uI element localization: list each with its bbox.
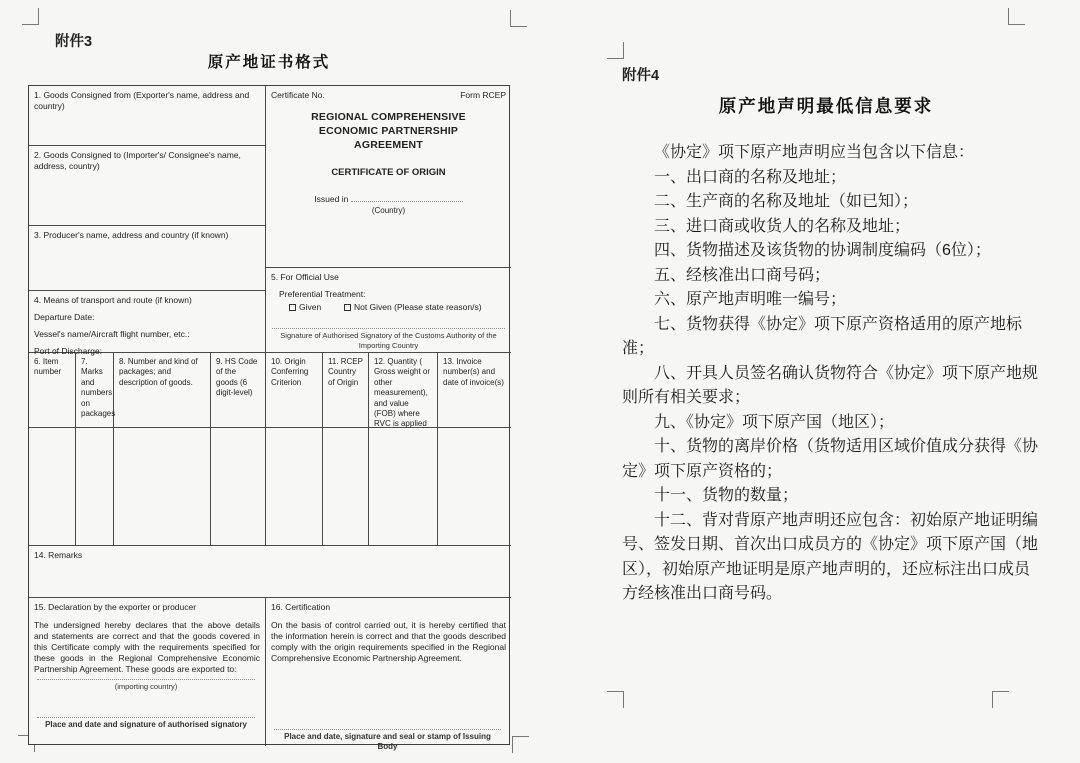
field-producer-name: [29, 226, 266, 291]
issued-in-label: Issued in: [314, 193, 349, 204]
issuing-body-dotted-line: [274, 728, 501, 730]
table-empty-cell: [323, 428, 369, 546]
field-for-official-use: [266, 268, 511, 353]
col-label: 9. HS Code of the goods (6 digit-level): [216, 357, 258, 398]
col-label: 13. Invoice number(s) and date of invoice(s): [443, 357, 504, 387]
crop-mark-icon: [512, 736, 529, 753]
crop-mark-icon: [510, 10, 527, 27]
table-empty-cell: [211, 428, 266, 546]
certificate-no-label: Certificate No.: [271, 90, 325, 100]
requirement-item: 九、《协定》项下原产国（地区）；: [654, 413, 895, 431]
field-goods-consigned-to: [29, 146, 266, 226]
field-label: 4. Means of transport and route (if known): [34, 295, 192, 305]
field-remarks: [29, 546, 511, 598]
declaration-requirements-title: 原产地声明最低信息要求: [718, 96, 934, 116]
issuing-body-caption: Place and date, signature and seal or stamp of Issuing Body: [284, 732, 491, 752]
col-label: 8. Number and kind of packages; and description of goods.: [119, 357, 198, 387]
field-means-of-transport: [29, 291, 266, 357]
col-quantity-value: [369, 353, 438, 428]
col-rcep-country: [323, 353, 369, 428]
table-empty-cell: [114, 428, 211, 546]
requirement-item: 十、货物的离岸价格（货物适用区域价值成分获得《协定》项下原产资格的；: [622, 438, 1039, 480]
issued-in-line: [271, 194, 506, 205]
requirement-item: 二、生产商的名称及地址（如已知）；: [654, 193, 919, 210]
crop-mark-icon: [607, 42, 624, 59]
field-certification: [266, 598, 511, 752]
table-empty-cell: [76, 428, 114, 546]
issued-in-blank: [351, 201, 463, 202]
field-goods-consigned-from: [29, 86, 266, 146]
signatory-caption: Place and date and signature of authorised signatory: [45, 720, 247, 729]
declaration-requirements-body: [622, 141, 1043, 607]
crop-mark-icon: [22, 8, 39, 25]
given-checkbox: [289, 304, 296, 311]
col-invoice: [438, 353, 511, 428]
col-origin-criterion: [266, 353, 323, 428]
crop-mark-icon: [1008, 8, 1025, 25]
field-declaration: [29, 598, 266, 746]
requirement-item: 四、货物描述及该货物的协调制度编码（6位）；: [654, 242, 991, 259]
col-item-number: [29, 353, 76, 428]
crop-mark-icon: [992, 691, 1009, 708]
field-label: 3. Producer's name, address and country (if known): [34, 230, 229, 240]
col-packages-description: [114, 353, 211, 428]
preferential-options: [289, 302, 506, 313]
requirement-item: 五、经核准出口商号码；: [654, 266, 831, 284]
table-empty-cell: [438, 428, 511, 546]
certificate-form-title: 原产地证书格式: [207, 54, 331, 71]
field-label: 15. Declaration by the exporter or producer: [34, 602, 197, 612]
requirement-item: 一、出口商的名称及地址；: [654, 168, 847, 186]
col-label: 6. Item number: [34, 357, 62, 377]
certificate-of-origin-heading: CERTIFICATE OF ORIGIN: [331, 166, 446, 178]
certificate-header-block: [266, 86, 511, 268]
given-label: Given: [299, 302, 322, 313]
col-label: 11. RCEP Country of Origin: [328, 357, 363, 387]
importing-country-caption: (importing country): [114, 682, 178, 691]
declaration-body: The undersigned hereby declares that the above details and statements are correct and that the goods covered in this Certificate comply with the requirements specified for these goods in the Regional Comprehensive Economic Partnership Agreement. These goods are exported to:: [34, 620, 260, 675]
col-label: 10. Origin Conferring Criterion: [271, 357, 309, 387]
table-empty-cell: [29, 428, 76, 546]
not-given-label: Not Given (Please state reason/s): [353, 302, 482, 313]
intro-paragraph: 《协定》项下原产地声明应当包含以下信息：: [654, 144, 975, 161]
col-hs-code: [211, 353, 266, 428]
not-given-checkbox: [344, 304, 351, 311]
field-label: 2. Goods Consigned to (Importer's/ Consignee's name, address, country): [34, 150, 241, 172]
vessel-name-label: Vessel's name/Aircraft flight number, etc.:: [34, 329, 190, 340]
requirement-item: 八、开具人员签名确认货物符合《协定》项下原产地规则所有相关要求；: [622, 364, 1039, 406]
table-empty-cell: [369, 428, 438, 546]
attachment-4-label: 附件4: [622, 68, 660, 84]
field-label: 14. Remarks: [34, 550, 83, 560]
country-hint: (Country): [371, 205, 406, 215]
form-rcep-label: Form RCEP: [460, 90, 506, 100]
requirement-item: 十一、货物的数量；: [654, 487, 799, 504]
port-of-discharge-label: Port of Discharge:: [34, 346, 103, 357]
field-label: 5. For Official Use: [271, 272, 339, 282]
agreement-title: REGIONAL COMPREHENSIVE ECONOMIC PARTNERSHIP AGREEMENT: [311, 111, 466, 152]
col-marks-numbers: [76, 353, 114, 428]
preferential-treatment-label: Preferential Treatment:: [279, 289, 366, 300]
requirement-item: 三、进口商或收货人的名称及地址；: [654, 217, 911, 235]
certification-body: On the basis of control carried out, it is hereby certified that the information herein is correct and that the goods described comply with the origin requirements specified in the Regional Comprehensive Economic Partnership Agreement.: [271, 620, 506, 664]
signature-dotted-line: [272, 327, 505, 329]
field-label: 1. Goods Consigned from (Exporter's name, address and country): [34, 90, 250, 112]
signatory-dotted-line: [37, 716, 255, 718]
col-label: 7. Marks and numbers on packages: [81, 357, 116, 418]
requirement-item: 十二、背对背原产地声明还应包含：初始原产地证明编号、签发日期、首次出口成员方的《协定》项下原产国（地区），初始原产地证明是原产地声明的，还应标注出口成员方经核准出口商号码。: [622, 511, 1039, 602]
departure-date-label: Departure Date:: [34, 312, 95, 323]
official-signature-caption: Signature of Authorised Signatory of the Customs Authority of the Importing Country: [280, 331, 497, 350]
certificate-of-origin-form: [28, 85, 510, 752]
attachment-3-label: 附件3: [55, 34, 93, 50]
requirement-item: 六、原产地声明唯一编号；: [654, 291, 847, 308]
field-label: 16. Certification: [271, 602, 331, 612]
col-label: 12. Quantity ( Gross weight or other measurement), and value (FOB) where RVC is applied: [374, 357, 431, 429]
crop-mark-icon: [607, 691, 624, 708]
table-empty-cell: [266, 428, 323, 546]
importing-country-dotted-line: [37, 678, 255, 680]
requirement-item: 七、货物获得《协定》项下原产资格适用的原产地标准；: [622, 315, 1023, 357]
